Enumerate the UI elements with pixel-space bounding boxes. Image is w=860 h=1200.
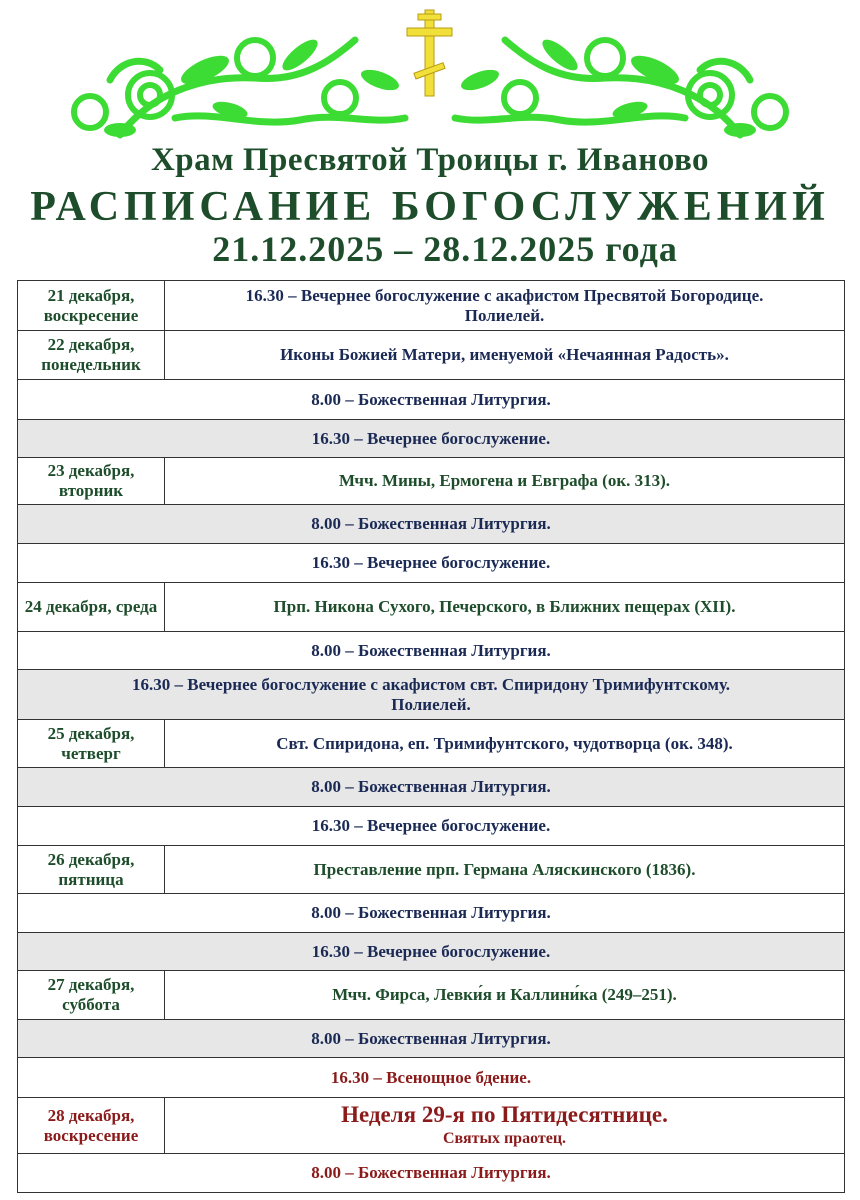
table-row [18, 1154, 845, 1193]
table-row [18, 544, 845, 583]
feast-cell: Мчч. Фирса, Левки́я и Каллини́ка (249–251). [165, 971, 845, 1020]
table-row [18, 505, 845, 544]
table-row [18, 380, 845, 420]
table-row [18, 720, 845, 768]
feast-cell: Прп. Никона Сухого, Печерского, в Ближних пещерах (XII). [165, 583, 845, 632]
feast-cell: Иконы Божией Матери, именуемой «Нечаянная Радость». [165, 331, 845, 380]
schedule-table [17, 280, 845, 1193]
date-range: 21.12.2025 – 28.12.2025 года [212, 229, 678, 269]
service-cell: 16.30 – Вечернее богослужение. [18, 933, 845, 971]
feast-cell: Свт. Спиридона, еп. Тримифунтского, чудотворца (ок. 348). [165, 720, 845, 768]
date-cell: 23 декабря, вторник [18, 458, 165, 505]
service-cell: 16.30 – Вечернее богослужение. [18, 420, 845, 458]
service-cell: 8.00 – Божественная Литургия. [18, 380, 845, 420]
table-row [18, 768, 845, 807]
date-cell: 27 декабря, суббота [18, 971, 165, 1020]
date-cell: 24 декабря, среда [18, 583, 165, 632]
service-cell: 8.00 – Божественная Литургия. [18, 768, 845, 807]
service-cell: 8.00 – Божественная Литургия. [18, 505, 845, 544]
feast-cell: Неделя 29-я по Пятидесятнице. Святых праотец. [165, 1098, 845, 1154]
page-title: РАСПИСАНИЕ БОГОСЛУЖЕНИЙ [30, 184, 830, 230]
service-cell: 16.30 – Вечернее богослужение с акафистом Пресвятой Богородице. Полиелей. [165, 281, 845, 331]
date-cell: 25 декабря, четверг [18, 720, 165, 768]
table-row [18, 1098, 845, 1154]
table-row [18, 1020, 845, 1058]
service-cell: 8.00 – Божественная Литургия. [18, 894, 845, 933]
service-cell: 16.30 – Вечернее богослужение. [18, 544, 845, 583]
table-row [18, 846, 845, 894]
service-cell: 16.30 – Вечернее богослужение с акафистом свт. Спиридону Тримифунтскому. Полиелей. [18, 670, 845, 720]
date-cell: 22 декабря, понедельник [18, 331, 165, 380]
feast-cell: Мчч. Мины, Ермогена и Евграфа (ок. 313). [165, 458, 845, 505]
table-row [18, 1058, 845, 1098]
table-row [18, 331, 845, 380]
table-row [18, 807, 845, 846]
orthodox-cross-icon [407, 10, 452, 96]
table-row [18, 670, 845, 720]
date-cell: 28 декабря, воскресение [18, 1098, 165, 1154]
table-row [18, 281, 845, 331]
table-row [18, 583, 845, 632]
date-cell: 21 декабря, воскресение [18, 281, 165, 331]
service-cell: 8.00 – Божественная Литургия. [18, 632, 845, 670]
table-row [18, 458, 845, 505]
table-row [18, 894, 845, 933]
table-row [18, 420, 845, 458]
table-row [18, 971, 845, 1020]
service-cell: 16.30 – Всенощное бдение. [18, 1058, 845, 1098]
table-row [18, 933, 845, 971]
service-cell: 16.30 – Вечернее богослужение. [18, 807, 845, 846]
service-cell: 8.00 – Божественная Литургия. [18, 1154, 845, 1193]
church-name: Храм Пресвятой Троицы г. Иваново [150, 142, 710, 178]
feast-cell: Преставление прп. Германа Аляскинского (1836). [165, 846, 845, 894]
service-cell: 8.00 – Божественная Литургия. [18, 1020, 845, 1058]
floral-ornament [0, 0, 860, 150]
date-cell: 26 декабря, пятница [18, 846, 165, 894]
table-row [18, 632, 845, 670]
